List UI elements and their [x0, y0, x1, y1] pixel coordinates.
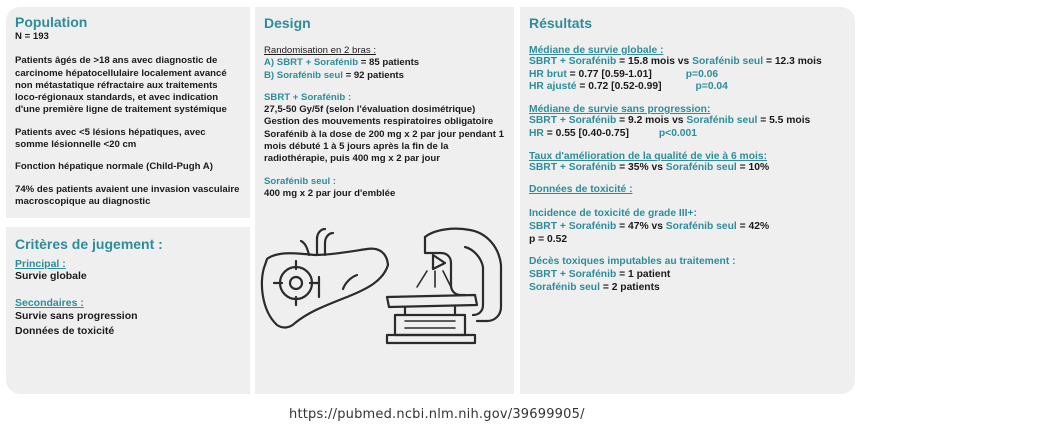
- os-hr-brut-value: = 0.77 [0.59-1.01]: [566, 68, 652, 80]
- deaths-v1: = 1 patient: [616, 269, 671, 281]
- population-criterion-4: 74% des patients avaient une invasion vasculaire macroscopique au diagnostic: [15, 183, 240, 207]
- os-hr-ajuste: [529, 81, 846, 94]
- resultats-title: Résultats: [529, 15, 593, 31]
- tox3-v2: = 42%: [736, 220, 770, 232]
- os-hr-brut-p: p=0.06: [685, 68, 719, 80]
- qol-v1: = 35% vs: [616, 161, 666, 173]
- pfs-v1: = 9.2 mois vs: [616, 115, 687, 127]
- principal-value: Survie globale: [15, 270, 87, 283]
- deaths-heading: Décès toxiques imputables au traitement :: [529, 256, 736, 268]
- principal-label: Principal :: [15, 258, 66, 270]
- os-hr-ajuste-label: HR ajusté: [529, 81, 577, 93]
- randomisation-label: Randomisation en 2 bras :: [264, 45, 376, 56]
- os-hr-ajuste-value: = 0.72 [0.52-0.99]: [576, 81, 662, 93]
- deaths-arm1-row: [529, 269, 846, 282]
- source-url: https://pubmed.ncbi.nlm.nih.gov/39699905/: [289, 407, 585, 422]
- arm-b: [264, 70, 505, 82]
- tox3-arm2: Sorafénib seul: [665, 220, 737, 232]
- population-criterion-1: Patients âgés de >18 ans avec diagnostic de carcinome hépatocellulaire localement avancé non métastatique réfractaire aux traitements loco-régionaux standards, et avec indication d'une première ligne de traitement systémique: [15, 55, 227, 116]
- design-title: Design: [264, 15, 311, 31]
- tox3-arm1: SBRT + Sorafénib: [529, 220, 617, 232]
- pfs-hr-label: HR: [529, 127, 544, 139]
- radiotherapy-machine-icon: [387, 229, 501, 343]
- os-hr-brut: [529, 69, 846, 82]
- population-title: Population: [15, 14, 88, 30]
- target-icon: [274, 261, 318, 305]
- population-criterion-2: Patients avec <5 lésions hépatiques, avec somme lésionnelle <20 cm: [15, 126, 206, 151]
- secondaires-label: Secondaires :: [15, 296, 84, 309]
- tox3-values: [529, 221, 846, 234]
- tox3-p: p = 0.52: [529, 233, 568, 245]
- sbrt-title: SBRT + Sorafénib :: [264, 91, 352, 103]
- os-v2: = 12.3 mois: [763, 56, 822, 67]
- arm-b-label: B) Sorafénib seul: [264, 69, 343, 81]
- os-v1: = 15.8 mois vs: [616, 56, 693, 67]
- qol-heading: Taux d'amélioration de la qualité de vie à 6 mois:: [529, 150, 768, 162]
- sorafenib-dose: 400 mg x 2 par jour d'emblée: [264, 187, 396, 199]
- tox3-heading: Incidence de toxicité de grade III+:: [529, 208, 697, 220]
- pfs-hr-p: p<0.001: [658, 127, 697, 139]
- criteres-panel: [6, 227, 250, 394]
- pfs-hr-value: = 0.55 [0.40-0.75]: [543, 127, 629, 139]
- os-hr-brut-label: HR brut: [529, 68, 567, 80]
- tox-heading: Données de toxicité :: [529, 184, 633, 196]
- pfs-arm1: SBRT + Sorafénib: [529, 115, 617, 127]
- sorafenib-title: Sorafénib seul :: [264, 175, 336, 187]
- population-criterion-3: Fonction hépatique normale (Child-Pugh A): [15, 161, 213, 173]
- criteres-title: Critères de jugement :: [15, 236, 163, 252]
- pfs-v2: = 5.5 mois: [757, 115, 811, 127]
- deaths-v2: = 2 patients: [599, 281, 660, 293]
- qol-arm1: SBRT + Sorafénib: [529, 161, 617, 173]
- population-n: N = 193: [15, 31, 49, 42]
- pfs-medians: [529, 115, 846, 128]
- population-panel: [6, 7, 250, 218]
- deaths-arm2: Sorafénib seul: [529, 281, 600, 293]
- qol-v2: = 10%: [736, 161, 770, 173]
- qol-values: [529, 162, 846, 175]
- os-arm2: Sorafénib seul: [692, 56, 764, 67]
- pfs-hr: [529, 128, 846, 141]
- secondaire-1: Survie sans progression: [15, 309, 138, 322]
- sbrt-motion: Gestion des mouvements respiratoires obligatoire: [264, 116, 494, 128]
- arm-a-value: = 85 patients: [358, 57, 420, 69]
- os-arm1: SBRT + Sorafénib: [529, 56, 617, 67]
- resultats-panel: [520, 7, 855, 394]
- arm-a: [264, 57, 505, 69]
- os-medians: [529, 56, 846, 69]
- secondaire-2: Données de toxicité: [15, 324, 115, 337]
- arm-b-value: = 92 patients: [342, 69, 404, 81]
- os-hr-ajuste-p: p=0.04: [695, 81, 728, 93]
- liver-radiotherapy-illustration: [255, 225, 513, 375]
- sbrt-dose: 27,5-50 Gy/5f (selon l'évaluation dosimétrique): [264, 104, 476, 116]
- deaths-arm2-row: [529, 282, 846, 295]
- pfs-heading: Médiane de survie sans progression:: [529, 104, 711, 116]
- tox3-v1: = 47% vs: [616, 220, 666, 232]
- os-heading: Médiane de survie globale :: [529, 45, 664, 56]
- arm-a-label: A) SBRT + Sorafénib: [264, 57, 359, 69]
- pfs-arm2: Sorafénib seul: [686, 115, 758, 127]
- sbrt-sorafenib: Sorafénib à la dose de 200 mg x 2 par jour pendant 1 mois débuté 1 à 5 jours après la fin de la radiothérapie, puis 400 mg x 2 par jour: [264, 128, 504, 165]
- design-panel: [255, 7, 514, 394]
- qol-arm2: Sorafénib seul: [665, 161, 737, 173]
- deaths-arm1: SBRT + Sorafénib: [529, 269, 617, 281]
